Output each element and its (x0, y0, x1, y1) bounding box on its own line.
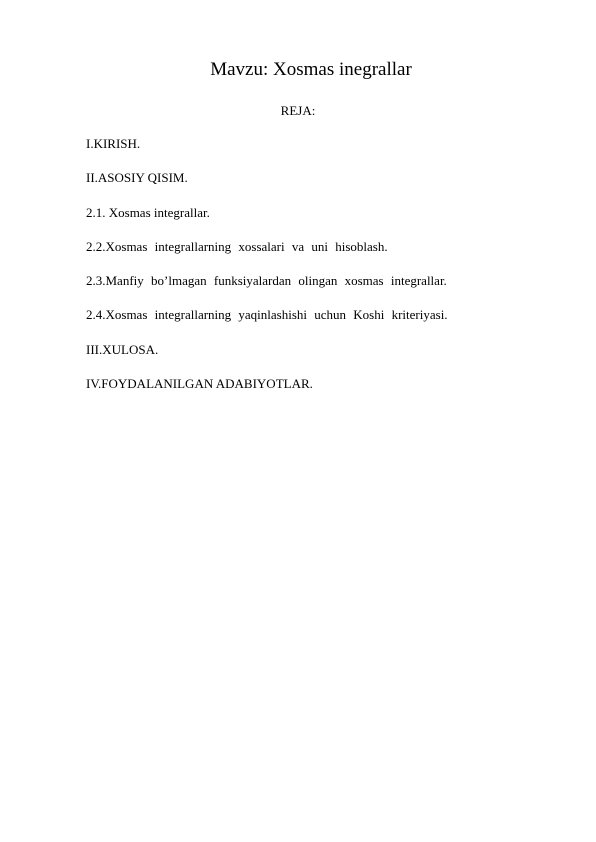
plan-item-2-2: 2.2.Xosmas integrallarning xossalari va uni hisoblash. (86, 238, 388, 254)
plan-item-2-3: 2.3.Manfiy bo’lmagan funksiyalardan olingan xosmas integrallar. (86, 273, 447, 289)
plan-item-2-1: 2.1. Xosmas integrallar. (86, 204, 210, 220)
plan-item-conclusion: III.XULOSA. (86, 341, 159, 357)
plan-heading: REJA: (280, 103, 316, 118)
plan-item-references: IV.FOYDALANILGAN ADABIYOTLAR. (86, 376, 313, 392)
plan-list (86, 136, 448, 410)
page-title: Mavzu: Xosmas inegrallar (210, 59, 412, 80)
plan-item-2-4: 2.4.Xosmas integrallarning yaqinlashishi uchun Koshi kriteriyasi. (86, 307, 448, 323)
plan-item-main-part: II.ASOSIY QISIM. (86, 170, 188, 186)
plan-item-introduction: I.KIRISH. (86, 136, 141, 151)
